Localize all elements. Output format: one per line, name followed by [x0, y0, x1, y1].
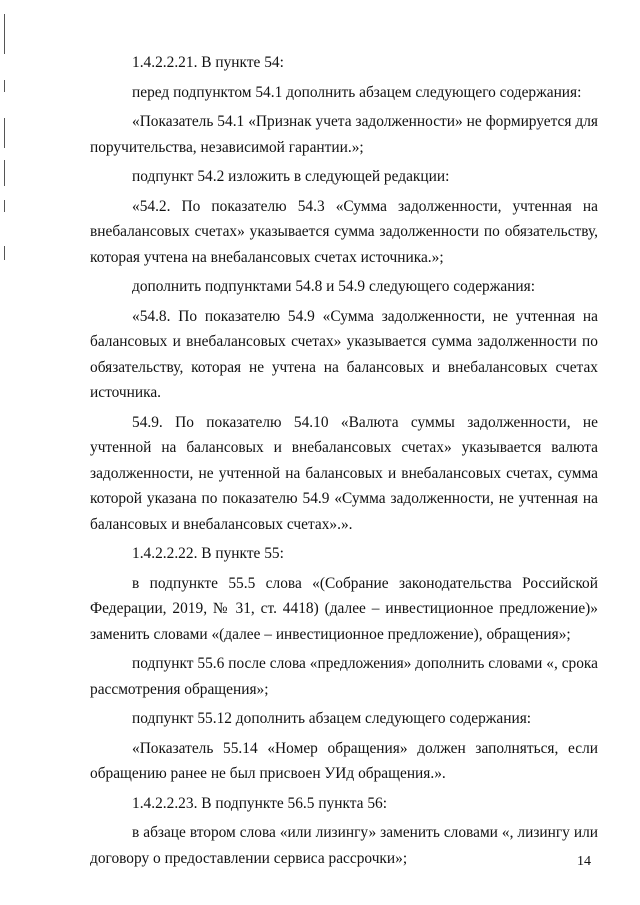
paragraph: «54.2. По показателю 54.3 «Сумма задолженности, учтенная на внебалансовых счетах» указывается сумма задолженности по обязательству, которая учтена на внебалансовых счетах источника.»;: [90, 197, 598, 266]
paragraph: дополнить подпунктами 54.8 и 54.9 следующего содержания:: [132, 278, 536, 295]
scan-margin-mark: [4, 80, 5, 92]
scan-margin-mark: [4, 14, 5, 54]
scan-margin-mark: [4, 118, 5, 148]
paragraph: в абзаце втором слова «или лизингу» заменить словами «, лизингу или договору о предоставлении сервиса рассрочки»;: [90, 824, 598, 867]
paragraph: «Показатель 55.14 «Номер обращения» должен заполняться, если обращению ранее не был присвоен УИд обращения.».: [90, 739, 598, 782]
scan-margin-mark: [4, 160, 5, 186]
section-heading: 1.4.2.2.21. В пункте 54:: [132, 54, 284, 71]
paragraph: подпункт 54.2 изложить в следующей редакции:: [132, 168, 450, 185]
paragraph: 54.9. По показателю 54.10 «Валюта суммы задолженности, не учтенной на балансовых и внебалансовых счетах» указывается валюта задолженности, не учтенной на балансовых и внебалансовых счетах, сумма которой указана по показателю 54.9 «Сумма задолженности, не учтенная на балансовых и внебалансовых счетах».».: [90, 413, 598, 533]
scan-margin-mark: [4, 246, 5, 260]
paragraph: «54.8. По показателю 54.9 «Сумма задолженности, не учтенная на балансовых и внебалансовых счетах» указывается сумма задолженности по обязательству, которая не учтена на балансовых и внебалансовых счетах источника.: [90, 307, 598, 401]
page-number: 14: [577, 854, 591, 869]
paragraph: подпункт 55.6 после слова «предложения» дополнить словами «, срока рассмотрения обращения»;: [90, 655, 598, 698]
paragraph: подпункт 55.12 дополнить абзацем следующего содержания:: [132, 710, 532, 727]
scan-margin-mark: [4, 200, 5, 212]
paragraph: в подпункте 55.5 слова «(Собрание законодательства Российской Федерации, 2019, № 31, ст. 4418) (далее – инвестиционное предложение)» заменить словами «(далее – инвестиционное предложение), обращения»;: [90, 574, 598, 643]
paragraph: перед подпунктом 54.1 дополнить абзацем следующего содержания:: [132, 83, 582, 101]
section-heading: 1.4.2.2.22. В пункте 55:: [132, 545, 284, 562]
document-body: [90, 50, 598, 875]
section-heading: 1.4.2.2.23. В подпункте 56.5 пункта 56:: [132, 794, 388, 812]
paragraph: «Показатель 54.1 «Признак учета задолженности» не формируется для поручительства, независимой гарантии.»;: [90, 113, 598, 156]
